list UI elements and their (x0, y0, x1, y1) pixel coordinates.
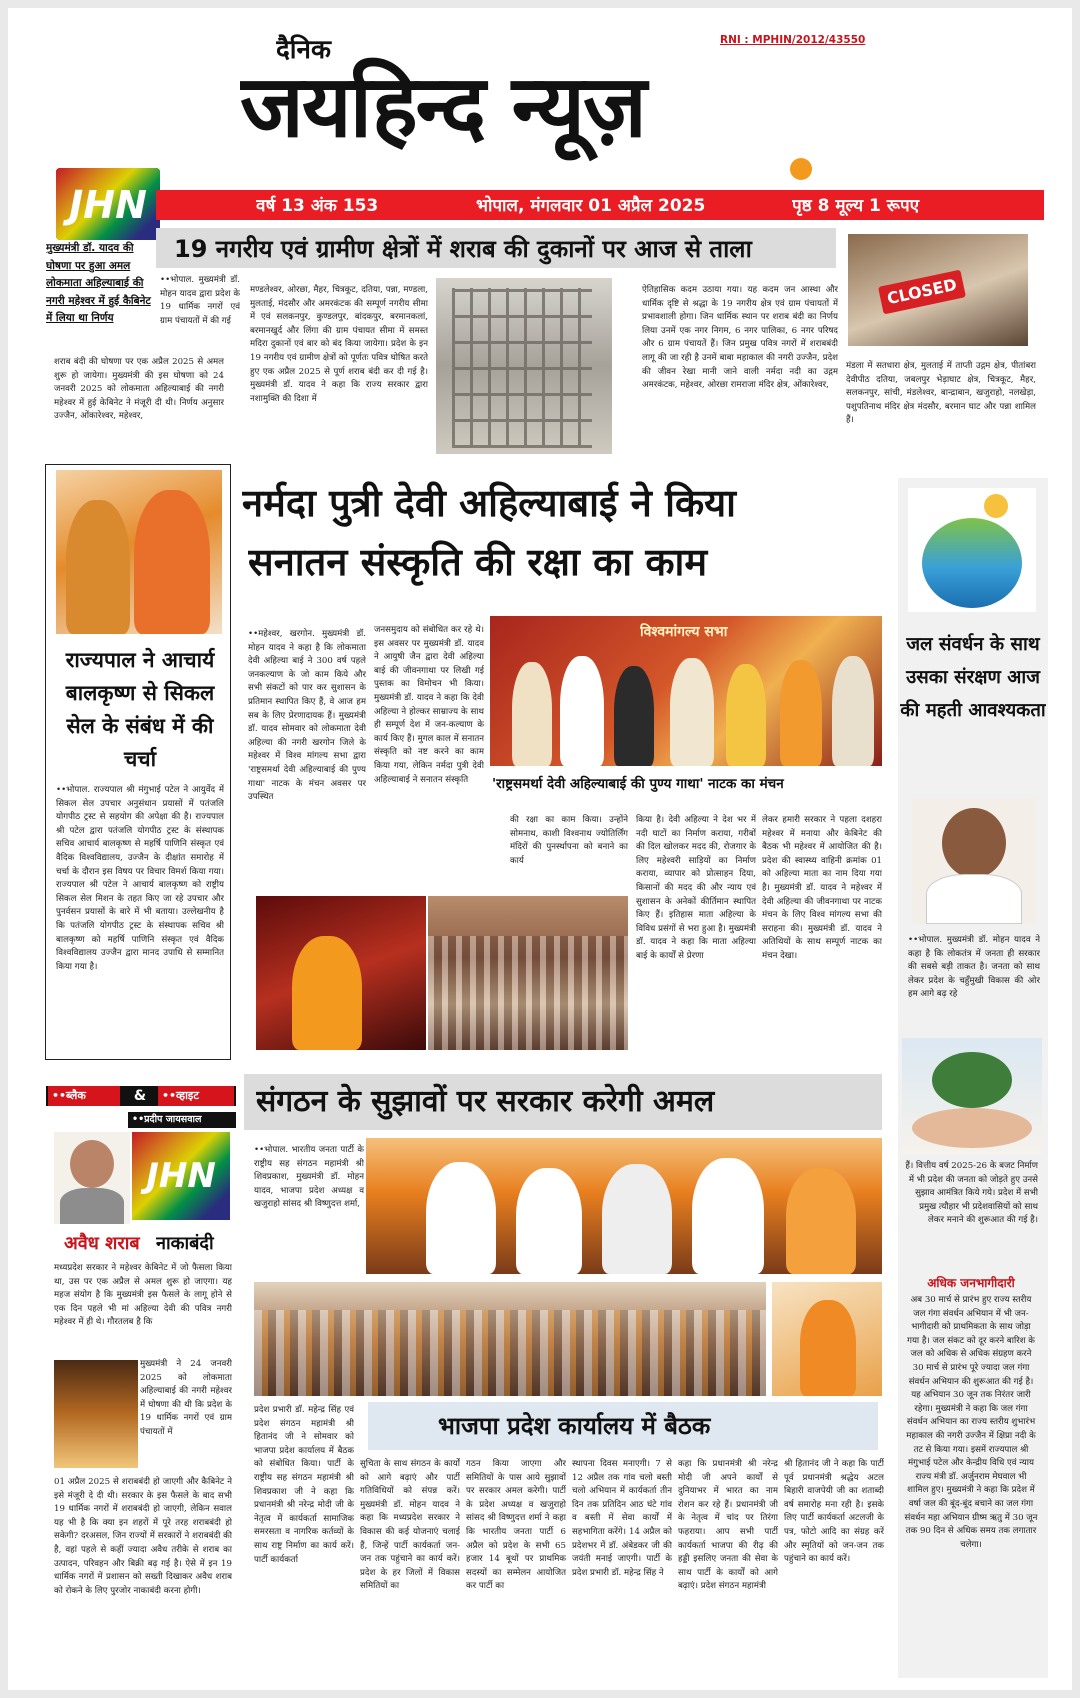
column-tag-right: ••व्हाइट (158, 1086, 234, 1106)
left-story-headline: राज्यपाल ने आचार्य बालकृष्ण से सिकल सेल के संबंध में की चर्चा (65, 648, 215, 771)
bottom-story-col3: गठन किया जाएगा और समितियों के पास आये सुझावों पर सरकार अमल करेगी। पार्टी के प्रदेश अध्यक्ष व खजुराहो सांसद श्री विष्णुदत्त शर्मा ने कहा कि भारतीय जनता पार्टी 6 अप्रैल को प्रदेश के सभी 65 हजार 14 बूथों पर प्राथमिक सदस्यों का सम्मेलन आयोजित कर पार्टी का (466, 1459, 566, 1592)
liquor-glass-photo (54, 1360, 138, 1468)
bottom-story-col2: सुचिता के साथ संगठन के कार्यों को आगे बढ़ाएं और पार्टी गतिविधियों को संपन्न करें। मुख्यमंत्री डॉ. मोहन यादव ने कहा कि मध्यप्रदेश सरकार ने विकास की कई योजनाएं चलाई हैं, जिन्हें पार्टी कार्यकर्ता जन-जन तक पहुंचाने का कार्य करें। प्रदेश के हर जिलों में विकास समितियों का (360, 1459, 460, 1592)
governor-photo (56, 470, 222, 634)
masthead-orange-dot (790, 158, 812, 180)
issue-bar (156, 190, 1044, 220)
column-author: ••प्रदीप जायसवाल (128, 1112, 236, 1128)
cm-speech-photo (256, 896, 426, 1050)
column-tag-left: ••ब्लैक (48, 1086, 120, 1106)
jhn-logo-text: JHN (69, 183, 147, 227)
top-story-col4: ऐतिहासिक कदम उठाया गया। यह कदम जन आस्था और धार्मिक दृष्टि से श्रद्धा के 19 नगरीय क्षेत्र एवं ग्राम पंचायतों में प्रभावशाली होगा। जिन धार्मिक स्थान पर शराब बंदी का निर्णय लिया उनमें एक नगर निगम, 6 नगर पालिका, 6 नगर परिषद और 6 ग्राम पंचायतें हैं। जिन प्रमुख पवित्र नगरों में शराबबंदी लागू की जा रही है उनमें बाबा महाकाल की नगरी उज्जैन, प्रदेश की जीवन रेखा मानी जाने वाली नर्मदा नदी का उद्गम अमरकंटक, महेश्वर, ओरछा रामराजा मंदिर क्षेत्र, ओंकारेश्वर, (642, 285, 838, 391)
bjp-audience-photo (254, 1282, 766, 1396)
column-jhn-logo (132, 1132, 230, 1220)
left-story-body: ••भोपाल. राज्यपाल श्री मंगुभाई पटेल ने आयुर्वेद में सिकल सेल उपचार अनुसंधान प्रयासों में पतंजलि योगपीठ ट्रस्ट से सहयोग की अपेक्षा की है। राज्यपाल श्री पटेल द्वारा पतंजलि योगपीठ ट्रस्ट के संस्थापक सचिव आचार्य बालकृष्ण से महर्षि पाणिनि संस्कृत एवं वैदिक विश्वविद्यालय, उज्जैन के दीक्षांत समारोह में चर्चा के दौरान इस विषय पर विचार विमर्श किया गया। राज्यपाल श्री पटेल ने आचार्य बालकृष्ण को राष्ट्रीय सिकल सेल मिशन के तहत किए जा रहे उपचार और पुनर्वसन प्रयासों के बारे में भी बताया। उल्लेखनीय है कि पतंजलि योगपीठ ट्रस्ट के संस्थापक सचिव श्री बालकृष्ण को महर्षि पाणिनि संस्कृत एवं वैदिक विश्वविद्यालय उज्जैन द्वारा मानद उपाधि से सम्मानित किया गया है। (56, 785, 224, 972)
hands-tree-photo (902, 1038, 1042, 1154)
issue-pages-price: पृष्ठ 8 मूल्य 1 रूपए (792, 196, 920, 216)
water-globe-illustration (908, 488, 1036, 612)
right-story-body3: अब 30 मार्च से प्रारंभ हुए राज्य स्तरीय जल गंगा संवर्धन अभियान में भी जन-भागीदारी को प्राथमिकता के साथ जोड़ा गया है। जल संकट को दूर करने बारिश के जल को अधिक से अधिक संग्रहण करने 30 मार्च से प्रारंभ पूरे ज्यादा जल गंगा संवर्धन अभियान की शुरूआत की गई है। यह अभियान 30 जून तक निरंतर जारी रहेगा। मुख्यमंत्री ने कहा कि जल गंगा संवर्धन अभियान का राज्य स्तरीय शुभारंभ महाकाल की नगरी उज्जैन में क्षिप्रा नदी के तट से किया गया। इसमें राज्यपाल श्री मंगुभाई पटेल और केन्द्रीय विधि एवं न्याय राज्य मंत्री डॉ. अर्जुनराम मेघवाल भी शामिल हुए। मुख्यमंत्री ने कहा कि प्रदेश में वर्षा जल की बूंद-बूंद बचाने का जल गंगा संवर्धन महा अभियान ग्रीष्म ऋतु में 30 जून तक 90 दिन से अधिक समय तक लगातार चलेगा। (904, 1295, 1038, 1550)
bottom-story-col1: प्रदेश प्रभारी डॉ. महेन्द्र सिंह एवं प्रदेश संगठन महामंत्री श्री हितानंद जी ने सोमवार को भाजपा प्रदेश कार्यालय में बैठक को संबोधित किया। पार्टी के राष्ट्रीय सह संगठन महामंत्री श्री शिवप्रकाश जी ने कहा कि प्रधानमंत्री श्री नरेन्द्र मोदी जी के नेतृत्व में कार्यकर्ता सामाजिक समरसता व नागरिक कर्तव्यों के साथ राष्ट्र निर्माण का कार्य करें। पार्टी कार्यकर्ता (254, 1405, 354, 1565)
cm-portrait-photo (912, 798, 1036, 924)
main-story-col3: की रक्षा का काम किया। उन्होंने सोमनाथ, काशी विश्वनाथ ज्योतिर्लिंग मंदिरों की पुनर्स्थापना को बनाने का कार्य (510, 815, 628, 866)
masthead-top-word: दैनिक (276, 35, 331, 65)
bottom-story-col6: श्री हितानंद जी ने कहा कि पार्टी पूर्व प्रधानमंत्री श्रद्धेय अटल बिहारी वाजपेयी जी का शताब्दी वर्ष समारोह मना रही है। इसके लिए पार्टी कार्यकर्ता अटलजी के पत्र, फोटो आदि का संग्रह करें और स्मृतियों को जन-जन तक पहुंचाने का कार्य करें। (784, 1459, 884, 1565)
closed-sign: CLOSED (878, 270, 966, 315)
newspaper-page (8, 8, 1072, 1690)
closed-sign-photo (848, 234, 1028, 346)
bottom-headline: संगठन के सुझावों पर सरकार करेगी अमल (256, 1084, 715, 1119)
bottom-subhead: भाजपा प्रदेश कार्यालय में बैठक (438, 1412, 711, 1440)
banner-text: विश्वमांगल्य सभा (640, 624, 728, 640)
top-story-col3: मण्डलेश्वर, ओरछा, मैहर, चित्रकूट, दतिया, पन्ना, मण्डला, मुलताई, मंदसौर और अमरकंटक की सम्पूर्ण नगरीय सीमा में एवं सलकनपुर, कुण्डलपुर, बांदकपुर, बरमानकलां, बरमानखुर्द और लिंगा की ग्राम पंचायत सीमा में समस्त मदिरा दुकानों एवं बार को बंद किया जायेगा। प्रदेश के इन 19 नगरीय एवं ग्रामीण क्षेत्रों को पूर्णतः पवित्र घोषित करते हुए एक अप्रैल 2025 से पूर्ण शराब बंदी कर दी गई है। मुख्यमंत्री डॉ. यादव ने कहा कि राज्य सरकार द्वारा नशामुक्ति की दिशा में (250, 285, 428, 404)
top-side-headline: मुख्यमंत्री डॉ. यादव की घोषणा पर हुआ अमल लोकमाता अहिल्याबाई की नगरी महेश्वर में हुई कैबिनेट में लिया था निर्णय (46, 242, 151, 324)
columnist-photo (54, 1132, 130, 1224)
jhn-logo (56, 168, 160, 240)
column-logo-text: JHN (146, 1156, 216, 1196)
rni-number: RNI : MPHIN/2012/43550 (720, 34, 866, 46)
column-body3: 01 अप्रैल 2025 से शराबबंदी हो जाएगी और कैबिनेट ने इसे मंजूरी दे दी थी। सरकार के इस फैसले के बाद सभी 19 धार्मिक नगरों में शराबबंदी हो जाएगी, लेकिन सवाल यह भी है कि क्या इन शहरों में पूरे तरह शराबबंदी हो सकेगी? दरअसल, जिन राज्यों में सरकारों ने शराबबंदी की है, वहां पहले से कहीं ज्यादा अवैध तरीके से शराब का उत्पादन, परिवहन और बिक्री बढ़ गई है। ऐसे में इन 19 धार्मिक नगरों में प्रशासन को सख्ती दिखाकर अवैध शराब को रोकने के लिए पुरजोर नाकाबंदी करना होगी। (54, 1477, 232, 1596)
audience-photo (428, 896, 628, 1050)
main-headline-line2: सनातन संस्कृति की रक्षा का काम (248, 540, 708, 584)
main-story-col4: किया है। देवी अहिल्या ने देश भर में नदी घाटों का निर्माण कराया, गरीबों की दिल खोलकर मदद की, रोजगार के लिए महेश्वरी साड़ियों का निर्माण कराया, व्यापार को प्रोत्साहन दिया, किसानों की मदद की और न्याय एवं सुशासन के अनेकों कीर्तिमान स्थापित किए हैं। इतिहास माता अहिल्या के विविध प्रसंगों से भरा हुआ है। मुख्यमंत्री डॉ. यादव ने कहा कि माता अहिल्या बाई के कार्यों से प्रेरणा (636, 815, 756, 961)
issue-place-date: भोपाल, मंगलवार 01 अप्रैल 2025 (476, 196, 706, 216)
column-tag-amp: & (133, 1088, 147, 1104)
main-story-col2: जनसमुदाय को संबोधित कर रहे थे। इस अवसर पर मुख्यमंत्री डॉ. यादव ने आयुषी जैन द्वारा देवी अहिल्या बाई की जीवनगाथा पर लिखी गई पुस्तक का विमोचन भी किया। मुख्यमंत्री डॉ. यादव ने कहा कि देवी अहिल्या ने होल्कर साम्राज्य के साथ ही सम्पूर्ण देश में जन-कल्याण के कार्य किए हैं। मुगल काल में सनातन संस्कृति को नष्ट करने का काम किया गया, लेकिन नर्मदा पुत्री देवी अहिल्याबाई ने सनातन संस्कृति (374, 625, 484, 785)
play-stage-photo (490, 616, 882, 766)
column-body2: मुख्यमंत्री ने 24 जनवरी 2025 को लोकमाता अहिल्याबाई की नगरी महेश्वर में घोषणा की थी कि प्रदेश के 19 धार्मिक नगरों एवं ग्राम पंचायतों में (140, 1359, 232, 1437)
main-headline-line1: नर्मदा पुत्री देवी अहिल्याबाई ने किया (242, 481, 737, 525)
issue-number: वर्ष 13 अंक 153 (256, 196, 379, 216)
masthead-title: जयहिन्द न्यूज़ (240, 57, 645, 157)
top-story-col5: मंडला में सतधारा क्षेत्र, मुलताई में ताप्ती उद्गम क्षेत्र, पीतांबरा देवीपीठ दतिया, जबलपुर भेड़ाघाट क्षेत्र, चित्रकूट, मैहर, सलकनपुर, सांची, मंडलेश्वर, बान्द्राबान, खजुराहो, नलखेड़ा, पशुपतिनाथ मंदिर क्षेत्र मंदसौर, बरमान घाट और पन्ना शामिल हैं। (846, 361, 1036, 426)
column-body1: मध्यप्रदेश सरकार ने महेश्वर केबिनेट में जो फैसला किया था, उस पर एक अप्रैल से अमल शुरू हो जाएगा। यह महज संयोग है कि मुख्यमंत्री इस फैसले के लागू होने से एक दिन पहले भी मां अहिल्या देवी की पवित्र नगरी महेश्वर में ही थे। गौरतलब है कि (54, 1263, 232, 1328)
right-story-body1: ••भोपाल. मुख्यमंत्री डॉ. मोहन यादव ने कहा है कि लोकतंत्र में जनता ही सरकार की सबसे बड़ी ताकत है। जनता को साथ लेकर प्रदेश के चहुँमुखी विकास की ओर हम आगे बढ़ रहे (908, 935, 1040, 1000)
column-headline-part2: नाकाबंदी (156, 1233, 214, 1254)
bjp-speaker-photo (772, 1282, 882, 1396)
column-headline-part1: अवैध शराब (64, 1233, 140, 1254)
top-story-col2: ••भोपाल. मुख्यमंत्री डॉ. मोहन यादव द्वारा प्रदेश के 19 धार्मिक नगरों एवं ग्राम पंचायतों में की गई (160, 275, 240, 326)
main-story-col5: लेकर हमारी सरकार ने पहला दशहरा महेश्वर में मनाया और केबिनेट की बैठक भी महेश्वर में आयोजित की है। प्रदेश की स्वास्थ्य वाहिनी क्रमांक 01 को अहिल्या माता का नाम दिया गया है। मुख्यमंत्री डॉ. यादव ने महेश्वर में देवी अहिल्या की जीवनगाथा पर नाटक मंचन के लिए विश्व मांगल्य सभा की सराहना की। मुख्यमंत्री डॉ. यादव ने अतिथियों के साथ सम्पूर्ण नाटक का मंचन देखा। (762, 815, 882, 961)
right-story-headline: जल संवर्धन के साथ उसका संरक्षण आज की महती आवश्यकता (900, 634, 1046, 721)
right-story-subhead: अधिक जनभागीदारी (927, 1276, 1015, 1290)
bottom-story-intro: ••भोपाल. भारतीय जनता पार्टी के राष्ट्रीय सह संगठन महामंत्री श्री शिवप्रकाश, मुख्यमंत्री डॉ. मोहन यादव, भाजपा प्रदेश अध्यक्ष व खजुराहो सांसद श्री विष्णुदत्त शर्मा, (254, 1145, 364, 1210)
closed-shop-photo (436, 278, 612, 454)
top-headline: 19 नगरीय एवं ग्रामीण क्षेत्रों में शराब की दुकानों पर आज से ताला (174, 235, 752, 263)
bjp-leaders-stage-photo (366, 1138, 882, 1274)
bottom-story-col4: स्थापना दिवस मनाएगी। 7 से 12 अप्रैल तक गांव चलो बस्ती चलो अभियान में कार्यकर्ता तीन दिन तक प्रतिदिन आठ घंटे गांव व बस्ती में सेवा कार्यों में सहभागिता करेंगे। 14 अप्रैल को प्रदेशभर में डॉ. अंबेडकर जी की जयंती मनाई जाएगी। पार्टी के प्रदेश प्रभारी डॉ. महेन्द्र सिंह ने (572, 1459, 672, 1578)
bottom-story-col5: कहा कि प्रधानमंत्री श्री नरेन्द्र मोदी जी अपने कार्यों से दुनियाभर में भारत का नाम रोशन कर रहे हैं। प्रधानमंत्री जी के नेतृत्व में चांद पर तिरंगा फहराया। आप सभी पार्टी कार्यकर्ता भाजपा की रीढ़ की हड्डी इसलिए जनता की सेवा के साथ पार्टी के कार्यों को आगे बढ़ाएं। प्रदेश संगठन महामंत्री (678, 1459, 778, 1592)
main-story-col1: ••महेश्वर, खरगोन. मुख्यमंत्री डॉ. मोहन यादव ने कहा है कि लोकमाता देवी अहिल्या बाई ने 300 वर्ष पहले जनकल्याण के जो काम किये और सभी संकटों को पार कर सुशासन के प्रतिमान स्थापित किए हैं, वे आज हम सब के लिए प्रेरणादायक हैं। मुख्यमंत्री डॉ. यादव सोमवार को लोकमाता देवी अहिल्या की नगरी खरगोन जिले के महेश्वर में विश्व मांगल्य सभा द्वारा 'राष्ट्रसमर्था देवी अहिल्याबाई की पुण्य गाथा' नाटक के मंचन अवसर पर उपस्थित (248, 629, 366, 803)
photo-caption: 'राष्ट्रसमर्था देवी अहिल्याबाई की पुण्य गाथा' नाटक का मंचन (492, 776, 784, 792)
top-story-col1: शराब बंदी की घोषणा पर एक अप्रैल 2025 से अमल शुरू हो जायेगा। मुख्यमंत्री की इस घोषणा को 24 जनवरी 2025 को लोकमाता अहिल्याबाई की नगरी महेश्वर में हुई केबिनेट ने मंजूरी दी थी। निर्णय अनुसार उज्जैन, ओंकारेश्वर, महेश्वर, (54, 357, 224, 422)
right-story-body2: हैं। वित्तीय वर्ष 2025-26 के बजट निर्माण में भी प्रदेश की जनता को जोड़ते हुए उनसे सुझाव आमंत्रित किये गये। प्रदेश में सभी प्रमुख त्यौहार भी प्रदेशवासियों को साथ लेकर मनाने की शुरूआत की गई है। (905, 1161, 1038, 1226)
